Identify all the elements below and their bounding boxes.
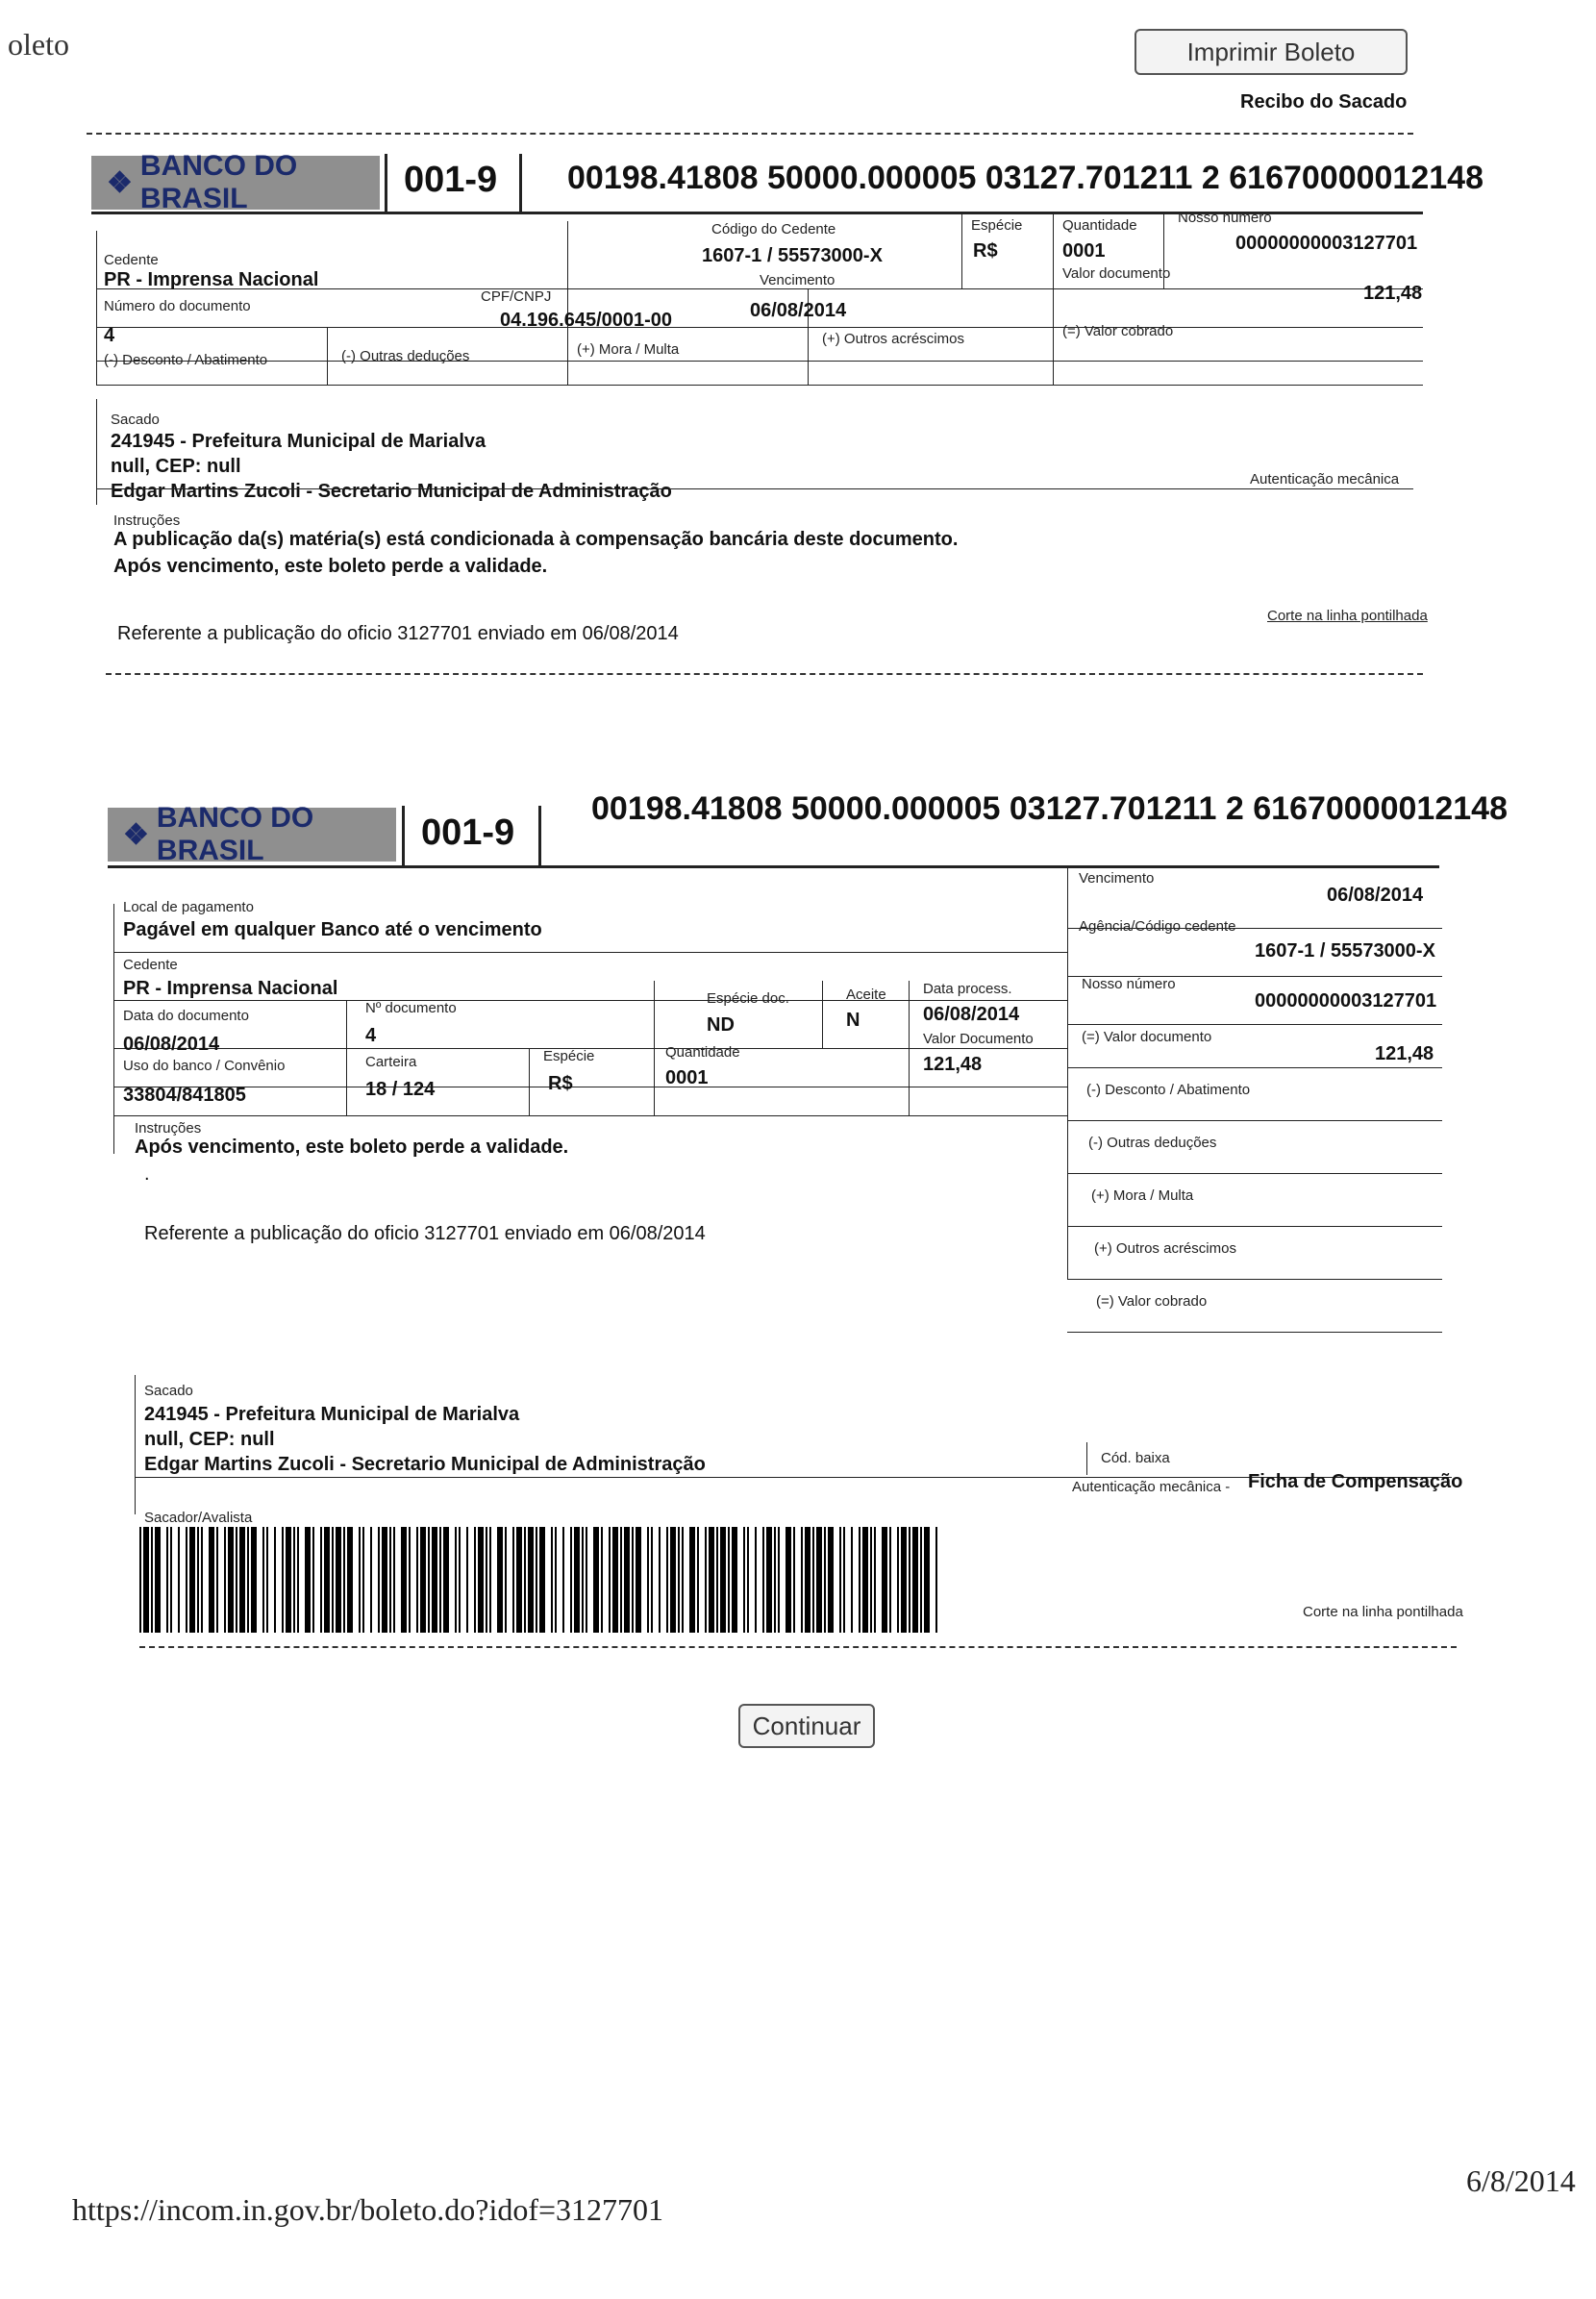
especie-label: Espécie (543, 1048, 595, 1064)
corte-label: Corte na linha pontilhada (1267, 608, 1428, 624)
divider (538, 806, 541, 865)
uso-banco-label: Uso do banco / Convênio (123, 1058, 286, 1074)
grid-line (113, 1000, 1067, 1001)
cedente-value: PR - Imprensa Nacional (104, 269, 319, 290)
grid-line (567, 221, 568, 385)
sacado-line1: 241945 - Prefeitura Municipal de Marialva (111, 431, 486, 452)
digitable-line: 00198.41808 50000.000005 03127.701211 2 61670000012148 (567, 160, 1484, 196)
grid-line (96, 327, 1423, 328)
cpf-cnpj-value: 04.196.645/0001-00 (500, 310, 673, 331)
grid-line (961, 212, 962, 288)
numero-documento-label: Número do documento (104, 298, 251, 314)
data-documento-label: Data do documento (123, 1008, 249, 1024)
aceite-label: Aceite (846, 987, 886, 1003)
bank-logo (91, 150, 380, 214)
barcode-bar (935, 1527, 937, 1633)
bank-name: BANCO DO BRASIL (139, 150, 298, 214)
recibo-header: Recibo do Sacado (1240, 91, 1408, 112)
quantidade-value: 0001 (665, 1067, 709, 1088)
mora-multa-label: (+) Mora / Multa (1091, 1187, 1194, 1204)
cut-line (139, 1646, 1457, 1648)
outros-acrescimos-label: (+) Outros acréscimos (822, 331, 964, 347)
valor-documento-label: Valor Documento (923, 1031, 1034, 1047)
grid-line (1053, 212, 1054, 385)
grid-line (96, 488, 1413, 489)
data-process-value: 06/08/2014 (923, 1004, 1020, 1025)
cedente-label: Cedente (104, 252, 159, 268)
grid-line (654, 981, 655, 1115)
uso-banco-value: 33804/841805 (123, 1085, 246, 1106)
mora-multa-label: (+) Mora / Multa (577, 341, 680, 358)
print-boleto-button[interactable]: Imprimir Boleto (1135, 29, 1408, 75)
instrucao-bullet: . (144, 1163, 150, 1185)
valor-cobrado-label: (=) Valor cobrado (1096, 1293, 1208, 1310)
bank-name: BANCO DO BRASIL (156, 802, 314, 866)
data-process-label: Data process. (923, 981, 1012, 997)
sacado-line3: Edgar Martins Zucoli - Secretario Municipal de Administração (111, 481, 672, 502)
sacado-line2: null, CEP: null (111, 456, 241, 477)
valor-doc-right-label: (=) Valor documento (1082, 1029, 1212, 1045)
corte-label: Corte na linha pontilhada (1303, 1604, 1463, 1620)
especie-doc-value: ND (707, 1014, 735, 1036)
cedente-value: PR - Imprensa Nacional (123, 978, 338, 999)
instrucoes-label: Instruções (113, 512, 181, 529)
nosso-numero-label: Nosso número (1082, 976, 1176, 992)
desconto-label: (-) Desconto / Abatimento (1086, 1082, 1251, 1098)
outros-acrescimos-label: (+) Outros acréscimos (1094, 1240, 1236, 1257)
local-pagamento-label: Local de pagamento (123, 899, 254, 915)
ficha-title: Ficha de Compensação (1248, 1471, 1463, 1492)
agencia-value: 1607-1 / 55573000-X (1255, 940, 1435, 962)
sacado-label: Sacado (111, 412, 160, 428)
vencimento-label: Vencimento (1079, 870, 1155, 887)
grid-line (346, 1000, 347, 1115)
footer-url: https://incom.in.gov.br/boleto.do?idof=3127701 (72, 2192, 664, 2227)
grid-line (96, 385, 1423, 386)
autenticacao-label: Autenticação mecânica (1250, 471, 1400, 487)
especie-doc-label: Espécie doc. (707, 990, 789, 1007)
sacado-line2: null, CEP: null (144, 1429, 275, 1450)
especie-value: R$ (973, 240, 998, 262)
grid-line (822, 981, 823, 1048)
cedente-label: Cedente (123, 957, 178, 973)
codigo-cedente-label: Código do Cedente (711, 221, 836, 237)
cut-line (106, 673, 1423, 675)
grid-line (909, 981, 910, 1115)
cpf-cnpj-label: CPF/CNPJ (481, 288, 552, 305)
especie-value: R$ (548, 1073, 573, 1094)
sacado-label: Sacado (144, 1383, 193, 1399)
no-documento-value: 4 (365, 1025, 377, 1046)
sacado-line3: Edgar Martins Zucoli - Secretario Municipal de Administração (144, 1454, 706, 1475)
valor-documento-value: 121,48 (1363, 283, 1423, 304)
sacado-line1: 241945 - Prefeitura Municipal de Marialva (144, 1404, 520, 1425)
desconto-label: (-) Desconto / Abatimento (104, 352, 268, 368)
aceite-value: N (846, 1010, 860, 1031)
instrucao-1: Após vencimento, este boleto perde a validade. (135, 1137, 569, 1158)
digitable-line: 00198.41808 50000.000005 03127.701211 2 61670000012148 (591, 790, 1508, 827)
nosso-numero-value: 00000000003127701 (1235, 233, 1418, 254)
numero-documento-value: 4 (104, 325, 115, 346)
grid-line (1086, 1442, 1087, 1475)
footer-date: 6/8/2014 (1466, 2163, 1576, 2198)
grid-line (1067, 1279, 1442, 1280)
grid-line (327, 327, 328, 385)
divider (385, 154, 387, 212)
grid-line (96, 361, 1423, 362)
bank-code: 001-9 (404, 160, 498, 200)
local-pagamento-value: Pagável em qualquer Banco até o vencimento (123, 919, 542, 940)
no-documento-label: Nº documento (365, 1000, 457, 1016)
instrucao-1: A publicação da(s) matéria(s) está condicionada à compensação bancária deste documento. (113, 529, 959, 550)
barcode (139, 1527, 947, 1633)
referente: Referente a publicação do oficio 3127701 enviado em 06/08/2014 (117, 623, 679, 644)
especie-label: Espécie (971, 217, 1023, 234)
outras-deducoes-label: (-) Outras deduções (1088, 1135, 1217, 1151)
divider (402, 806, 405, 865)
codigo-cedente-value: 1607-1 / 55573000-X (702, 245, 883, 266)
vencimento-value: 06/08/2014 (1327, 885, 1424, 906)
grid-line (1067, 1024, 1442, 1025)
cod-baixa-label: Cód. baixa (1101, 1450, 1170, 1466)
nosso-numero-value: 00000000003127701 (1255, 990, 1437, 1012)
bank-logo-icon: ❖ (107, 166, 133, 199)
referente: Referente a publicação do oficio 3127701 enviado em 06/08/2014 (144, 1223, 706, 1244)
outras-deducoes-label: (-) Outras deduções (341, 348, 470, 364)
quantidade-label: Quantidade (1062, 217, 1137, 234)
vencimento-value: 06/08/2014 (750, 300, 847, 321)
sacador-label: Sacador/Avalista (144, 1510, 253, 1526)
bank-logo-icon: ❖ (123, 818, 149, 851)
grid-line (1067, 1332, 1442, 1333)
grid-line (113, 952, 1067, 953)
grid-line (96, 231, 97, 385)
cut-line-top (87, 133, 1413, 135)
grid-line (113, 904, 114, 1154)
carteira-label: Carteira (365, 1054, 417, 1070)
nosso-numero-label: Nosso número (1178, 210, 1272, 226)
grid-line (1067, 1067, 1442, 1068)
window-title: oleto (8, 27, 69, 62)
instrucoes-label: Instruções (135, 1120, 202, 1137)
bank-logo (108, 802, 396, 866)
continue-button[interactable]: Continuar (738, 1704, 875, 1748)
carteira-value: 18 / 124 (365, 1079, 436, 1100)
grid-line (1067, 1120, 1442, 1121)
divider (519, 154, 522, 212)
grid-line (135, 1375, 136, 1514)
quantidade-label: Quantidade (665, 1044, 740, 1061)
header-rule (108, 865, 1439, 868)
agencia-label: Agência/Código cedente (1079, 918, 1236, 935)
grid-line (529, 1048, 530, 1115)
autenticacao-label: Autenticação mecânica - (1072, 1479, 1231, 1495)
grid-line (1067, 1173, 1442, 1174)
grid-line (113, 1115, 1067, 1116)
instrucao-2: Após vencimento, este boleto perde a validade. (113, 556, 548, 577)
vencimento-label: Vencimento (760, 272, 835, 288)
quantidade-value: 0001 (1062, 240, 1106, 262)
grid-line (1067, 1226, 1442, 1227)
valor-documento-value: 121,48 (923, 1054, 983, 1075)
bank-code: 001-9 (421, 812, 515, 853)
valor-cobrado-label: (=) Valor cobrado (1062, 323, 1174, 339)
valor-doc-right-value: 121,48 (1375, 1043, 1434, 1064)
valor-documento-label: Valor documento (1062, 265, 1171, 282)
data-documento-value: 06/08/2014 (123, 1034, 220, 1055)
